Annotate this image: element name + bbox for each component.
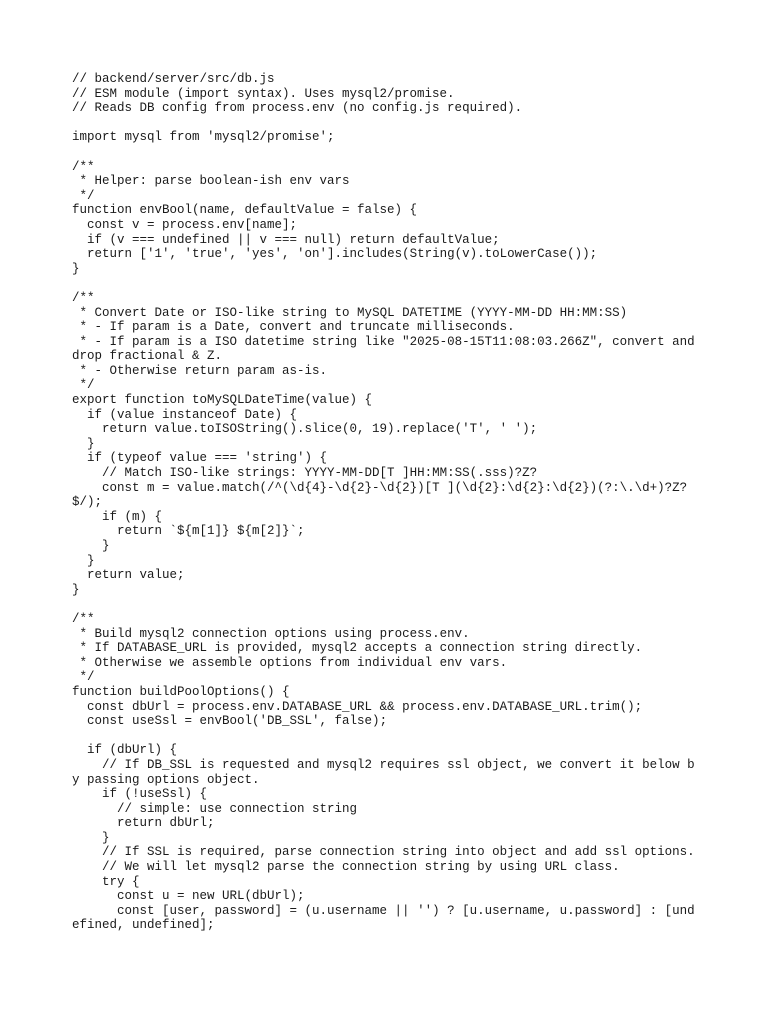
code-line: function buildPoolOptions() { [72, 684, 290, 699]
code-line: } [72, 436, 95, 451]
code-line: if (m) { [72, 509, 163, 524]
code-line: } [72, 553, 95, 568]
code-line: if (!useSsl) { [72, 787, 208, 802]
code-line: const useSsl = envBool('DB_SSL', false); [72, 714, 388, 729]
code-line: function envBool(name, defaultValue = false) { [72, 203, 418, 218]
code-line: // ESM module (import syntax). Uses mysql2/promise. [72, 86, 455, 101]
code-line: * Convert Date or ISO-like string to MySQL DATETIME (YYYY-MM-DD HH:MM:SS) [72, 305, 628, 320]
code-line: */ [72, 378, 95, 393]
code-line: export function toMySQLDateTime(value) { [72, 393, 373, 408]
code-line: return dbUrl; [72, 816, 215, 831]
code-line: try { [72, 874, 140, 889]
code-line: */ [72, 188, 95, 203]
code-line: return value.toISOString().slice(0, 19).replace('T', ' '); [72, 422, 538, 437]
code-line: // If SSL is required, parse connection string into object and add ssl options. [72, 845, 695, 860]
code-line: // Match ISO-like strings: YYYY-MM-DD[T ]HH:MM:SS(.sss)?Z? [72, 466, 538, 481]
code-line: const v = process.env[name]; [72, 217, 298, 232]
code-line: const m = value.match(/^(\d{4}-\d{2}-\d{2})[T ](\d{2}:\d{2}:\d{2})(?:\.\d+)?Z?$/); [72, 480, 688, 510]
code-line: // simple: use connection string [72, 801, 358, 816]
code-line: return ['1', 'true', 'yes', 'on'].includes(String(v).toLowerCase()); [72, 247, 598, 262]
code-line: } [72, 261, 80, 276]
code-line [72, 276, 702, 291]
code-line: } [72, 830, 110, 845]
code-line: * Helper: parse boolean-ish env vars [72, 174, 350, 189]
code-line: * Build mysql2 connection options using process.env. [72, 626, 470, 641]
code-line [72, 116, 702, 131]
code-line [72, 729, 702, 744]
document-page [72, 72, 702, 933]
code-line: * If DATABASE_URL is provided, mysql2 accepts a connection string directly. [72, 641, 643, 656]
code-line: const dbUrl = process.env.DATABASE_URL && process.env.DATABASE_URL.trim(); [72, 699, 643, 714]
source-code-block [72, 72, 702, 933]
code-line: } [72, 582, 80, 597]
code-line: * - Otherwise return param as-is. [72, 363, 328, 378]
code-line: if (typeof value === 'string') { [72, 451, 328, 466]
code-line: // If DB_SSL is requested and mysql2 requires ssl object, we convert it below by passing options object. [72, 757, 695, 787]
code-line: /** [72, 611, 95, 626]
code-line: return `${m[1]} ${m[2]}`; [72, 524, 305, 539]
code-line: // Reads DB config from process.env (no config.js required). [72, 101, 523, 116]
code-line: const [user, password] = (u.username || '') ? [u.username, u.password] : [undefined, undefined]; [72, 903, 695, 933]
code-line: import mysql from 'mysql2/promise'; [72, 130, 335, 145]
code-line: /** [72, 290, 95, 305]
code-line [72, 597, 702, 612]
code-line [72, 145, 702, 160]
code-line: */ [72, 670, 95, 685]
code-line: // backend/server/src/db.js [72, 72, 275, 86]
code-line: if (dbUrl) { [72, 743, 178, 758]
code-line: } [72, 539, 110, 553]
code-line: if (v === undefined || v === null) return defaultValue; [72, 232, 500, 247]
code-line: return value; [72, 568, 185, 583]
code-line: /** [72, 159, 95, 174]
code-line: * - If param is a Date, convert and truncate milliseconds. [72, 320, 515, 335]
code-line: const u = new URL(dbUrl); [72, 889, 305, 904]
code-line: // We will let mysql2 parse the connection string by using URL class. [72, 860, 620, 875]
code-line: * Otherwise we assemble options from individual env vars. [72, 655, 508, 670]
code-line: if (value instanceof Date) { [72, 407, 298, 422]
code-line: * - If param is a ISO datetime string like "2025-08-15T11:08:03.266Z", convert and drop fractional & Z. [72, 334, 703, 364]
